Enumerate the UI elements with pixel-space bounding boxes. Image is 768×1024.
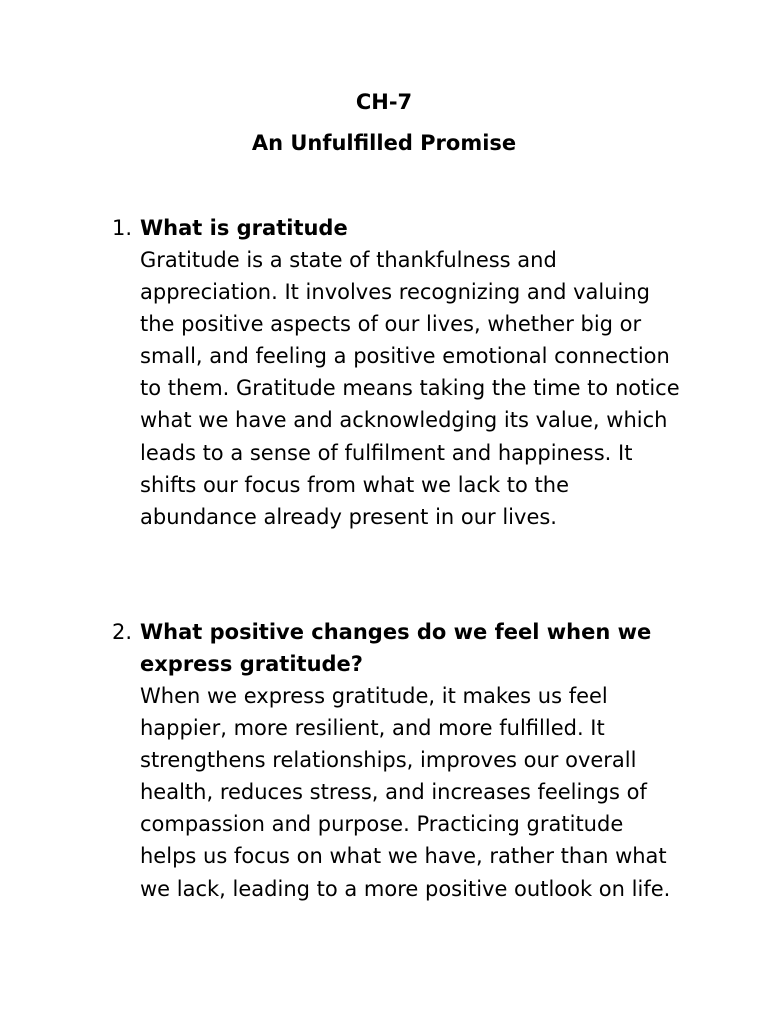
question-item [112, 616, 682, 905]
question-text: What is gratitude [140, 216, 348, 240]
question-text: What positive changes do we feel when we express gratitude? [140, 620, 652, 676]
question-number: 2. [112, 620, 133, 644]
chapter-heading: CH-7 [355, 90, 413, 114]
question-item [112, 212, 682, 533]
answer-text: When we express gratitude, it makes us feel happier, more resilient, and more fulfilled. It strengthens relationships, improves our overall health, reduces stress, and increases feelings of compassion and purpose. Practicing gratitude helps us focus on what we have, rather than what we lack, leading to a more positive outlook on life. [140, 684, 671, 901]
question-body [140, 616, 680, 905]
question-number: 1. [112, 216, 133, 240]
question-body [140, 212, 680, 533]
answer-text: Gratitude is a state of thankfulness and appreciation. It involves recognizing and valuing the positive aspects of our lives, whether big or small, and feeling a positive emotional connection to them. Gratitude means taking the time to notice what we have and acknowledging its value, which leads to a sense of fulfilment and happiness. It shifts our focus from what we lack to the abundance already present in our lives. [140, 248, 680, 529]
chapter-title: An Unfulfilled Promise [251, 131, 517, 155]
